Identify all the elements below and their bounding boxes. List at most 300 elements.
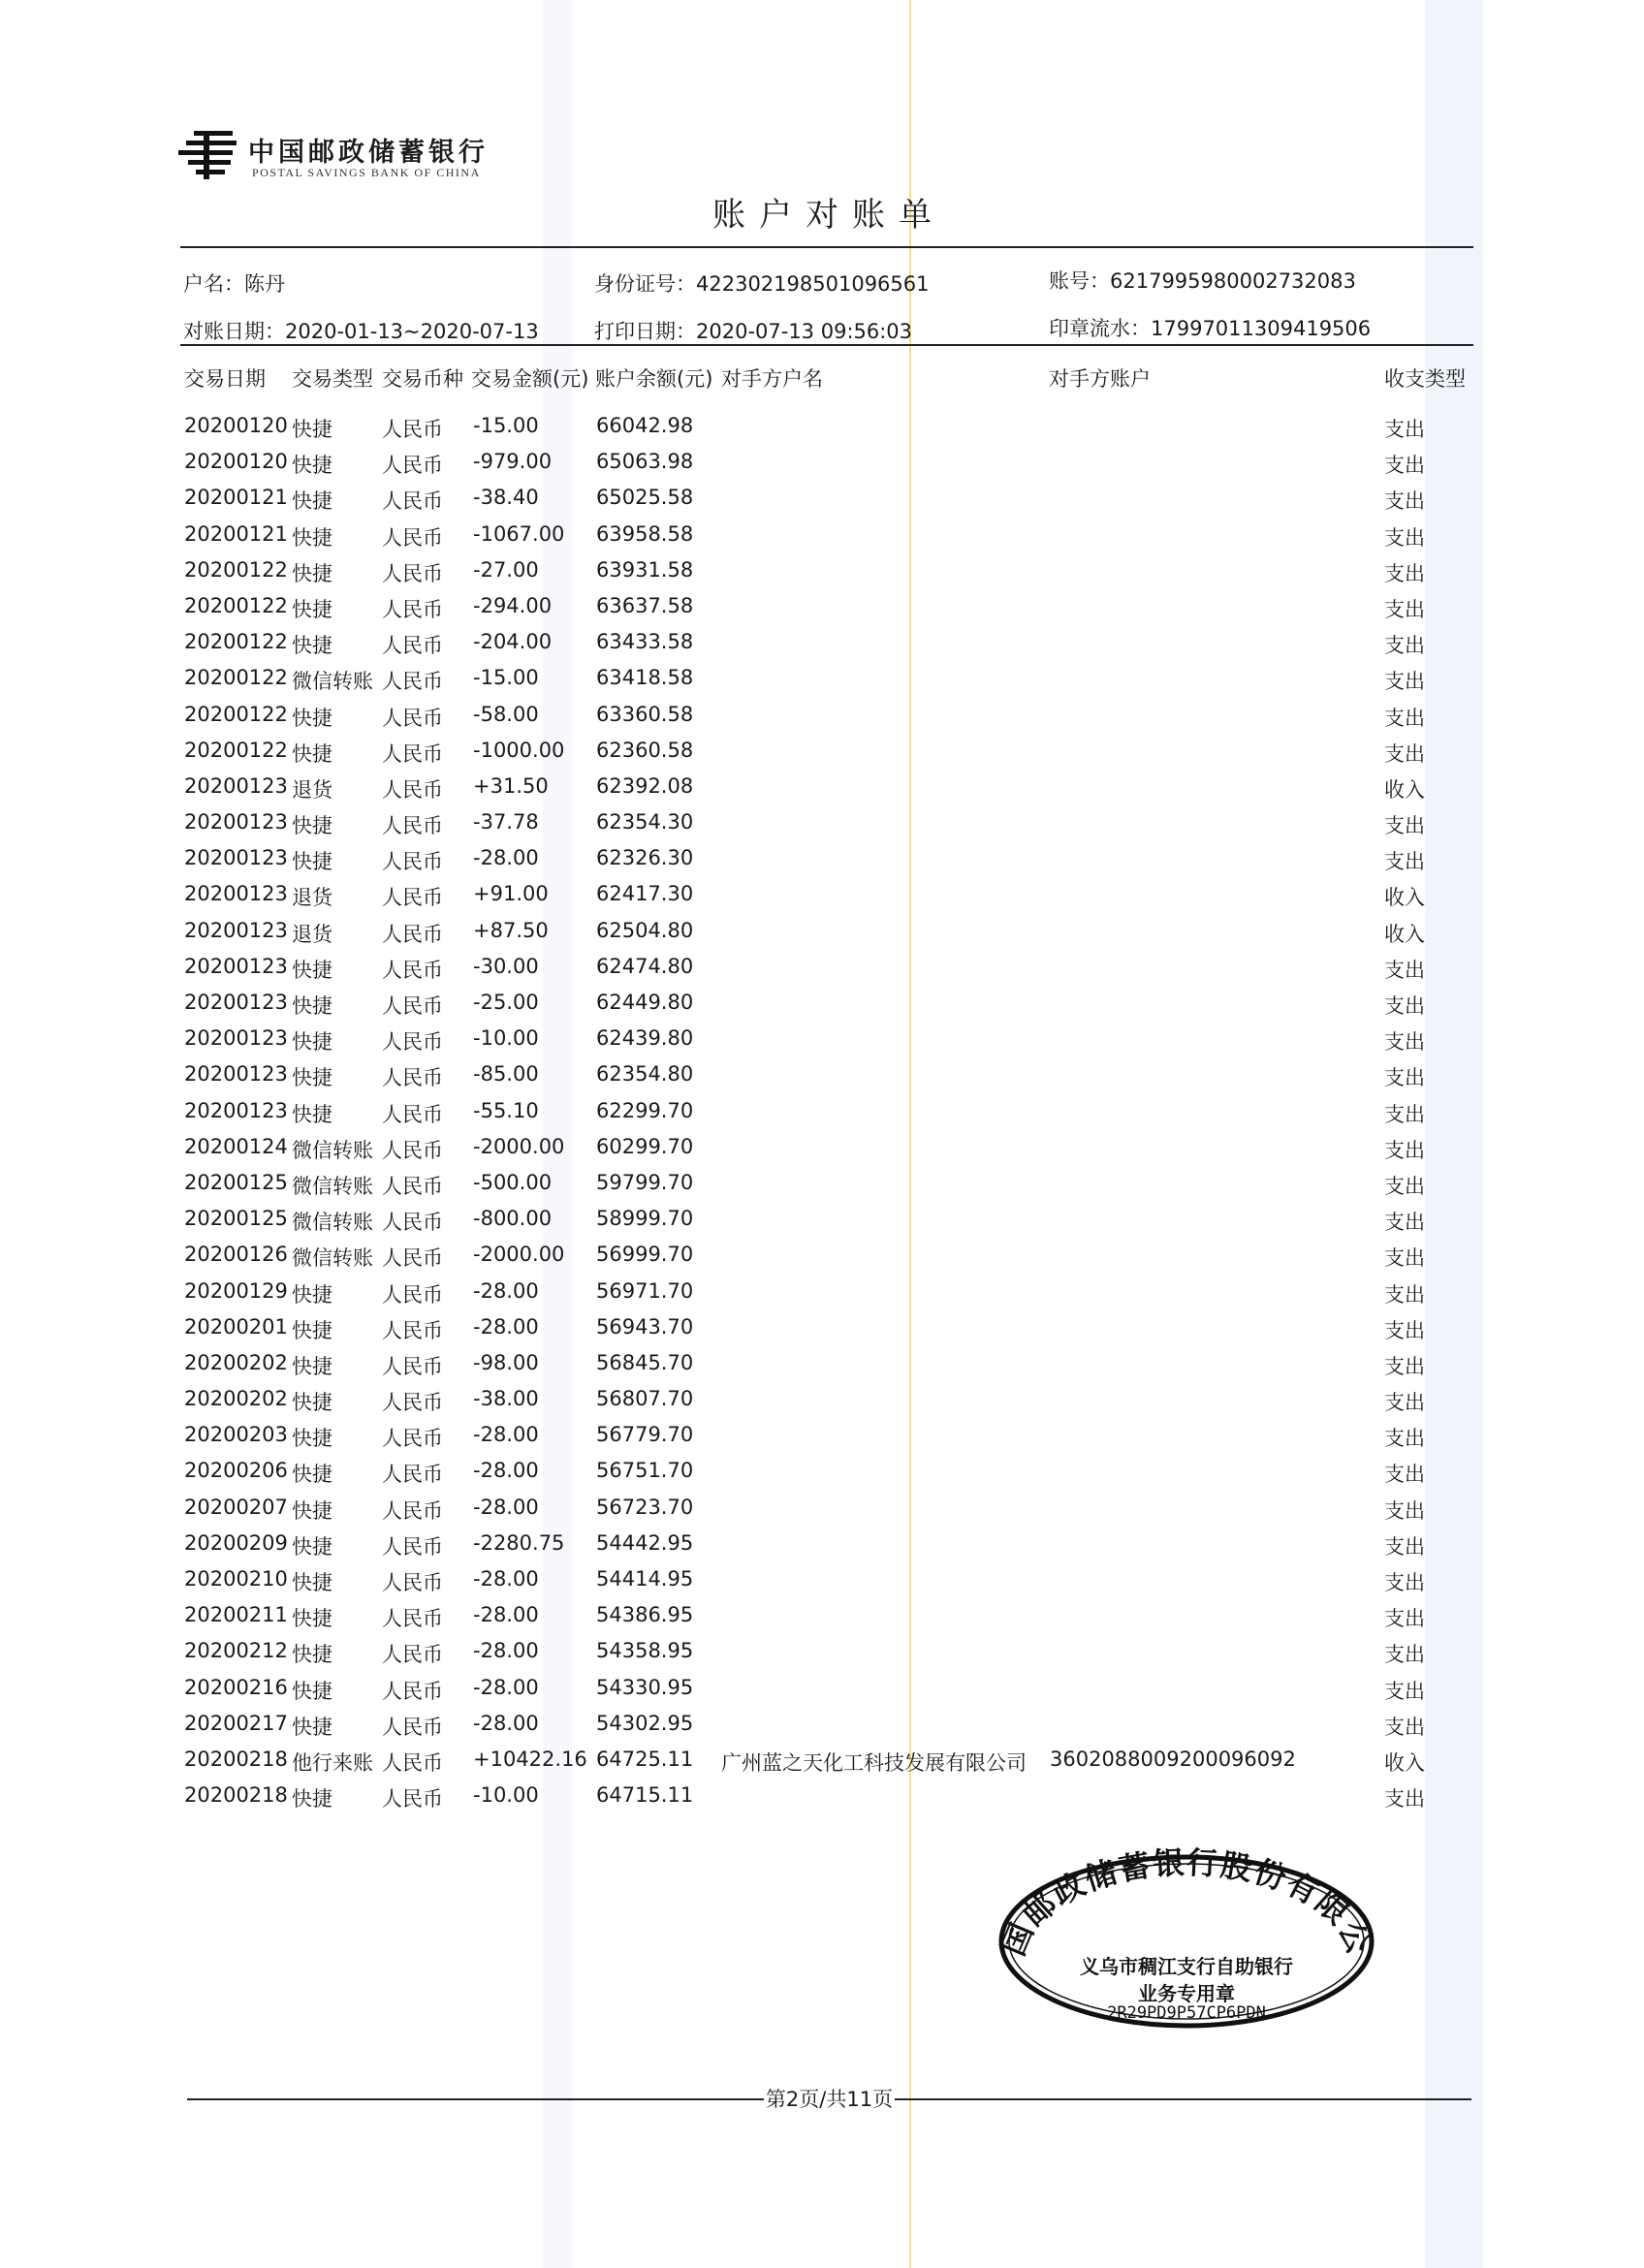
cell-direction: 支出 [1384, 670, 1425, 694]
cell-balance: 54414.95 [596, 1567, 694, 1591]
cell-balance: 63418.58 [596, 666, 694, 690]
cell-currency: 人民币 [382, 1498, 443, 1523]
cell-type: 快捷 [292, 454, 332, 478]
cell-type: 快捷 [292, 814, 332, 838]
cell-amount: -38.00 [473, 1387, 539, 1411]
table-row [0, 1528, 1644, 1563]
cell-balance: 62449.80 [596, 991, 694, 1014]
cell-direction: 支出 [1384, 1679, 1425, 1703]
cell-balance: 62504.80 [596, 918, 694, 942]
cell-balance: 63931.58 [596, 557, 694, 582]
cell-currency: 人民币 [382, 561, 443, 585]
cell-date: 20200123 [184, 954, 288, 978]
cell-type: 快捷 [292, 1463, 332, 1487]
cell-type: 快捷 [292, 418, 332, 441]
cell-amount: -28.00 [473, 1603, 539, 1627]
cell-currency: 人民币 [382, 994, 443, 1018]
account-value: 6217995980002732083 [1110, 269, 1356, 293]
cell-date: 20200122 [184, 666, 288, 690]
cell-date: 20200121 [184, 486, 288, 510]
cell-type: 快捷 [292, 1607, 332, 1631]
table-row [0, 1058, 1644, 1094]
cell-date: 20200123 [184, 918, 288, 942]
table-row [0, 1672, 1644, 1708]
cell-date: 20200122 [184, 630, 288, 654]
cell-type: 微信转账 [292, 1174, 373, 1198]
cell-currency: 人民币 [382, 958, 443, 982]
cell-amount: -28.00 [473, 1711, 539, 1735]
cell-direction: 支出 [1384, 958, 1425, 982]
cell-amount: -1000.00 [473, 738, 565, 762]
cell-amount: -979.00 [473, 450, 553, 474]
cell-date: 20200201 [184, 1314, 288, 1339]
header-type: 交易类型 [292, 367, 373, 391]
cell-direction: 支出 [1384, 1427, 1425, 1451]
cell-type: 快捷 [292, 1787, 332, 1811]
cell-currency: 人民币 [382, 1643, 443, 1667]
cell-amount: -28.00 [473, 1567, 539, 1591]
cell-type: 快捷 [292, 1282, 332, 1307]
cell-currency: 人民币 [382, 777, 443, 802]
cell-date: 20200217 [184, 1711, 288, 1735]
table-row [0, 1239, 1644, 1275]
cell-type: 快捷 [292, 994, 332, 1018]
cell-balance: 64725.11 [596, 1747, 694, 1771]
cell-date: 20200122 [184, 593, 288, 617]
cell-direction: 支出 [1384, 1318, 1425, 1342]
cell-amount: -2000.00 [473, 1134, 565, 1158]
cell-currency: 人民币 [382, 1679, 443, 1703]
cell-direction: 支出 [1384, 850, 1425, 874]
page-title: 账户对账单 [712, 196, 945, 235]
cell-balance: 56723.70 [596, 1495, 694, 1519]
table-row [0, 1563, 1644, 1599]
cell-date: 20200122 [184, 738, 288, 762]
cell-direction: 支出 [1384, 1030, 1425, 1055]
cell-date: 20200123 [184, 773, 288, 798]
table-row [0, 1708, 1644, 1744]
cell-type: 他行来账 [292, 1750, 373, 1775]
cell-date: 20200120 [184, 414, 288, 437]
cell-balance: 56971.70 [596, 1278, 694, 1303]
cell-amount: -28.00 [473, 1639, 539, 1663]
cell-type: 微信转账 [292, 1246, 373, 1271]
cell-type: 快捷 [292, 1030, 332, 1055]
cell-currency: 人民币 [382, 814, 443, 838]
cell-amount: -204.00 [473, 630, 553, 654]
period-label: 对账日期： [183, 320, 285, 343]
cell-direction: 支出 [1384, 1354, 1425, 1378]
table-row [0, 626, 1644, 662]
cell-direction: 支出 [1384, 1607, 1425, 1631]
cell-balance: 56845.70 [596, 1350, 694, 1374]
cell-direction: 支出 [1384, 1391, 1425, 1415]
seal-ring-text: 国邮政储蓄银行股份有限公 [995, 1843, 1378, 1962]
cell-date: 20200216 [184, 1675, 288, 1699]
cell-date: 20200212 [184, 1639, 288, 1663]
cell-direction: 收入 [1384, 886, 1425, 910]
cell-direction: 支出 [1384, 814, 1425, 838]
cell-balance: 65025.58 [596, 486, 694, 510]
cell-currency: 人民币 [382, 1787, 443, 1811]
table-row [0, 590, 1644, 626]
cell-amount: -28.00 [473, 846, 539, 870]
cell-balance: 54330.95 [596, 1675, 694, 1699]
cell-amount: -28.00 [473, 1314, 539, 1339]
table-row [0, 771, 1644, 806]
cell-currency: 人民币 [382, 741, 443, 766]
table-row [0, 1203, 1644, 1239]
seal-branch: 义乌市稠江支行自助银行 [1080, 1955, 1293, 1978]
table-row [0, 1347, 1644, 1383]
cell-date: 20200123 [184, 1062, 288, 1087]
cell-counterparty-name: 广州蓝之天化工科技发展有限公司 [721, 1750, 1027, 1775]
cell-counterparty-account: 3602088009200096092 [1050, 1747, 1296, 1771]
cell-date: 20200123 [184, 846, 288, 870]
cell-type: 退货 [292, 777, 332, 802]
table-row [0, 951, 1644, 987]
cell-date: 20200206 [184, 1459, 288, 1483]
cell-currency: 人民币 [382, 1282, 443, 1307]
cell-date: 20200120 [184, 450, 288, 474]
table-row [0, 699, 1644, 735]
header-direction: 收支类型 [1384, 367, 1466, 391]
cell-direction: 收入 [1384, 1750, 1425, 1775]
cell-currency: 人民币 [382, 850, 443, 874]
cell-currency: 人民币 [382, 454, 443, 478]
cell-type: 快捷 [292, 1427, 332, 1451]
header-counterparty-account: 对手方账户 [1049, 367, 1151, 391]
cell-amount: -1067.00 [473, 521, 565, 546]
cell-date: 20200209 [184, 1530, 288, 1555]
holder-value: 陈丹 [244, 272, 285, 296]
cell-date: 20200218 [184, 1747, 288, 1771]
cell-balance: 62474.80 [596, 954, 694, 978]
header-currency: 交易币种 [382, 367, 463, 391]
cell-balance: 56751.70 [596, 1459, 694, 1483]
cell-balance: 66042.98 [596, 414, 694, 437]
cell-amount: -10.00 [473, 1783, 539, 1808]
cell-currency: 人民币 [382, 418, 443, 441]
cell-direction: 支出 [1384, 706, 1425, 730]
cell-balance: 63433.58 [596, 630, 694, 654]
cell-type: 快捷 [292, 489, 332, 514]
cell-type: 快捷 [292, 634, 332, 658]
table-row [0, 519, 1644, 554]
table-row [0, 482, 1644, 518]
cell-direction: 支出 [1384, 597, 1425, 621]
cell-date: 20200207 [184, 1495, 288, 1519]
cell-amount: -15.00 [473, 414, 539, 437]
cell-amount: -800.00 [473, 1207, 553, 1231]
seal-serial [1049, 313, 1371, 342]
cell-balance: 60299.70 [596, 1134, 694, 1158]
header-counterparty-name: 对手方户名 [721, 367, 823, 391]
cell-type: 快捷 [292, 1391, 332, 1415]
table-row [0, 1383, 1644, 1419]
cell-date: 20200203 [184, 1423, 288, 1447]
cell-direction: 支出 [1384, 1571, 1425, 1594]
table-row [0, 1276, 1644, 1311]
cell-direction: 支出 [1384, 1246, 1425, 1271]
cell-amount: -28.00 [473, 1495, 539, 1519]
cell-currency: 人民币 [382, 1138, 443, 1162]
cell-currency: 人民币 [382, 1354, 443, 1378]
cell-currency: 人民币 [382, 489, 443, 514]
id-label: 身份证号： [594, 272, 696, 296]
cell-amount: -2000.00 [473, 1243, 565, 1267]
cell-direction: 支出 [1384, 1534, 1425, 1559]
cell-type: 快捷 [292, 850, 332, 874]
postal-logo-icon [176, 129, 240, 183]
cell-direction: 支出 [1384, 1787, 1425, 1811]
bank-logo [176, 129, 545, 187]
table-row [0, 842, 1644, 878]
cell-direction: 支出 [1384, 489, 1425, 514]
table-row [0, 1311, 1644, 1347]
header-amount: 交易金额(元) [471, 367, 589, 391]
cell-currency: 人民币 [382, 1318, 443, 1342]
cell-direction: 支出 [1384, 1463, 1425, 1487]
cell-type: 快捷 [292, 1715, 332, 1739]
cell-direction: 收入 [1384, 922, 1425, 946]
cell-date: 20200126 [184, 1243, 288, 1267]
cell-currency: 人民币 [382, 634, 443, 658]
cell-type: 快捷 [292, 1066, 332, 1090]
cell-balance: 54386.95 [596, 1603, 694, 1627]
cell-amount: +31.50 [473, 773, 549, 798]
bank-name-en: POSTAL SAVINGS BANK OF CHINA [252, 166, 481, 179]
cell-date: 20200123 [184, 882, 288, 906]
cell-amount: -38.40 [473, 486, 539, 510]
cell-direction: 支出 [1384, 1102, 1425, 1126]
cell-balance: 62360.58 [596, 738, 694, 762]
cell-currency: 人民币 [382, 1174, 443, 1198]
table-row [0, 1419, 1644, 1455]
cell-currency: 人民币 [382, 1715, 443, 1739]
table-row [0, 987, 1644, 1023]
table-row [0, 915, 1644, 951]
cell-amount: -58.00 [473, 702, 539, 726]
bank-name-cn: 中国邮政储蓄银行 [248, 138, 489, 168]
cell-direction: 支出 [1384, 741, 1425, 766]
cell-date: 20200210 [184, 1567, 288, 1591]
cell-currency: 人民币 [382, 1463, 443, 1487]
official-seal [995, 1835, 1378, 2029]
cell-balance: 56779.70 [596, 1423, 694, 1447]
cell-balance: 56943.70 [596, 1314, 694, 1339]
cell-direction: 支出 [1384, 454, 1425, 478]
page-footer [187, 2084, 1471, 2113]
transaction-table [0, 410, 1644, 1815]
cell-amount: +91.00 [473, 882, 549, 906]
cell-currency: 人民币 [382, 1750, 443, 1775]
divider [180, 344, 1473, 346]
cell-type: 快捷 [292, 741, 332, 766]
table-row [0, 1635, 1644, 1671]
cell-type: 快捷 [292, 958, 332, 982]
cell-direction: 支出 [1384, 1282, 1425, 1307]
header-balance: 账户余额(元) [595, 367, 713, 391]
cell-balance: 54442.95 [596, 1530, 694, 1555]
cell-direction: 支出 [1384, 994, 1425, 1018]
cell-date: 20200122 [184, 557, 288, 582]
cell-date: 20200211 [184, 1603, 288, 1627]
seal-purpose: 业务专用章 [1138, 1982, 1235, 2005]
cell-date: 20200123 [184, 1098, 288, 1122]
table-row [0, 735, 1644, 771]
cell-amount: -28.00 [473, 1423, 539, 1447]
cell-direction: 支出 [1384, 1211, 1425, 1235]
table-row [0, 1744, 1644, 1780]
cell-currency: 人民币 [382, 1534, 443, 1559]
cell-amount: -28.00 [473, 1278, 539, 1303]
cell-date: 20200123 [184, 991, 288, 1014]
cell-amount: -294.00 [473, 593, 553, 617]
cell-type: 快捷 [292, 525, 332, 550]
cell-amount: -98.00 [473, 1350, 539, 1374]
cell-direction: 收入 [1384, 777, 1425, 802]
id-number [594, 268, 930, 298]
cell-date: 20200129 [184, 1278, 288, 1303]
cell-type: 退货 [292, 922, 332, 946]
cell-currency: 人民币 [382, 1246, 443, 1271]
cell-currency: 人民币 [382, 1211, 443, 1235]
print-date [594, 316, 912, 345]
cell-amount: -37.78 [473, 810, 539, 835]
table-row [0, 446, 1644, 482]
cell-amount: -30.00 [473, 954, 539, 978]
seal-code: 2R29PD9P57CP6PDN [1107, 2003, 1266, 2023]
table-row [0, 1023, 1644, 1058]
table-row [0, 1599, 1644, 1635]
cell-currency: 人民币 [382, 1607, 443, 1631]
cell-amount: -27.00 [473, 557, 539, 582]
cell-type: 快捷 [292, 1534, 332, 1559]
table-row [0, 806, 1644, 842]
cell-balance: 62354.30 [596, 810, 694, 835]
table-row [0, 410, 1644, 446]
cell-direction: 支出 [1384, 1498, 1425, 1523]
cell-type: 快捷 [292, 1643, 332, 1667]
cell-amount: +87.50 [473, 918, 549, 942]
cell-balance: 54302.95 [596, 1711, 694, 1735]
print-value: 2020-07-13 09:56:03 [696, 320, 913, 343]
cell-date: 20200122 [184, 702, 288, 726]
cell-amount: -500.00 [473, 1170, 553, 1194]
cell-amount: -28.00 [473, 1459, 539, 1483]
table-row [0, 878, 1644, 914]
cell-balance: 56807.70 [596, 1387, 694, 1411]
statement-period [183, 316, 539, 345]
cell-type: 快捷 [292, 1498, 332, 1523]
cell-balance: 65063.98 [596, 450, 694, 474]
cell-date: 20200123 [184, 810, 288, 835]
cell-type: 快捷 [292, 1354, 332, 1378]
cell-date: 20200125 [184, 1207, 288, 1231]
cell-currency: 人民币 [382, 670, 443, 694]
cell-date: 20200124 [184, 1134, 288, 1158]
svg-text:中国邮政储蓄银行股份有限公司 [995, 1835, 1378, 1961]
cell-direction: 支出 [1384, 1715, 1425, 1739]
cell-balance: 54358.95 [596, 1639, 694, 1663]
cell-balance: 63360.58 [596, 702, 694, 726]
divider [180, 246, 1473, 248]
cell-currency: 人民币 [382, 1066, 443, 1090]
account-label: 账号： [1049, 269, 1110, 293]
cell-balance: 62417.30 [596, 882, 694, 906]
period-value: 2020-01-13~2020-07-13 [285, 320, 539, 343]
cell-balance: 58999.70 [596, 1207, 694, 1231]
cell-type: 快捷 [292, 1571, 332, 1594]
cell-currency: 人民币 [382, 922, 443, 946]
print-label: 打印日期： [594, 320, 696, 343]
cell-amount: +10422.16 [473, 1747, 587, 1771]
page-number: 第2页/共11页 [765, 2088, 894, 2111]
table-row [0, 1167, 1644, 1203]
cell-date: 20200218 [184, 1783, 288, 1808]
cell-balance: 62299.70 [596, 1098, 694, 1122]
cell-balance: 59799.70 [596, 1170, 694, 1194]
cell-balance: 63637.58 [596, 593, 694, 617]
id-value: 422302198501096561 [696, 272, 930, 296]
cell-type: 快捷 [292, 706, 332, 730]
cell-amount: -55.10 [473, 1098, 539, 1122]
header-date: 交易日期 [184, 367, 266, 391]
cell-amount: -15.00 [473, 666, 539, 690]
cell-currency: 人民币 [382, 1102, 443, 1126]
table-row [0, 1492, 1644, 1528]
cell-date: 20200202 [184, 1387, 288, 1411]
cell-date: 20200125 [184, 1170, 288, 1194]
cell-amount: -2280.75 [473, 1530, 565, 1555]
table-row [0, 1095, 1644, 1131]
cell-currency: 人民币 [382, 1391, 443, 1415]
cell-balance: 62326.30 [596, 846, 694, 870]
cell-direction: 支出 [1384, 418, 1425, 441]
cell-balance: 56999.70 [596, 1243, 694, 1267]
table-row [0, 554, 1644, 590]
cell-type: 快捷 [292, 561, 332, 585]
account-holder [183, 268, 285, 298]
cell-type: 微信转账 [292, 1138, 373, 1162]
cell-direction: 支出 [1384, 1066, 1425, 1090]
cell-amount: -10.00 [473, 1026, 539, 1051]
cell-type: 快捷 [292, 1102, 332, 1126]
cell-type: 退货 [292, 886, 332, 910]
table-row [0, 662, 1644, 698]
cell-date: 20200121 [184, 521, 288, 546]
cell-balance: 62439.80 [596, 1026, 694, 1051]
cell-direction: 支出 [1384, 1138, 1425, 1162]
serial-label: 印章流水： [1049, 317, 1151, 340]
cell-direction: 支出 [1384, 561, 1425, 585]
cell-type: 快捷 [292, 1318, 332, 1342]
cell-balance: 62354.80 [596, 1062, 694, 1087]
cell-date: 20200123 [184, 1026, 288, 1051]
cell-direction: 支出 [1384, 1643, 1425, 1667]
cell-currency: 人民币 [382, 1030, 443, 1055]
cell-amount: -28.00 [473, 1675, 539, 1699]
cell-direction: 支出 [1384, 634, 1425, 658]
account-number [1049, 266, 1356, 295]
cell-amount: -85.00 [473, 1062, 539, 1087]
serial-value: 17997011309419506 [1151, 317, 1372, 340]
cell-type: 快捷 [292, 597, 332, 621]
table-row [0, 1131, 1644, 1167]
cell-direction: 支出 [1384, 1174, 1425, 1198]
cell-balance: 64715.11 [596, 1783, 694, 1808]
